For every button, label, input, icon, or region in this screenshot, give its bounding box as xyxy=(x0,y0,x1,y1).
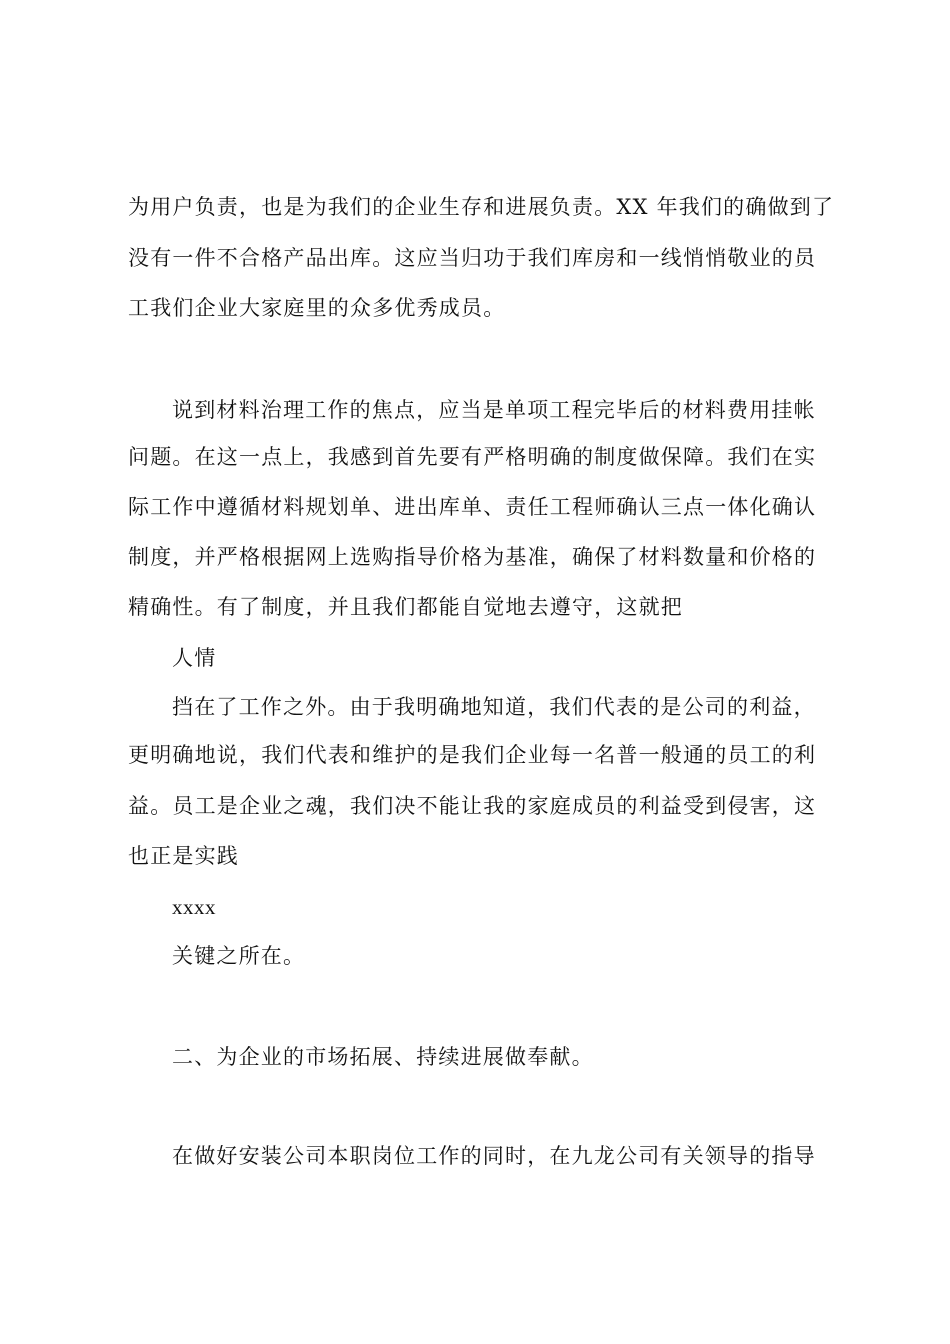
paragraph-4-line-1: 在做好安装公司本职岗位工作的同时，在九龙公司有关领导的指导 xyxy=(172,1144,816,1168)
paragraph-2-line-3: 际工作中遵循材料规划单、进出库单、责任工程师确认三点一体化确认 xyxy=(128,495,817,519)
paragraph-2-line-4: 制度，并严格根据网上选购指导价格为基准，确保了材料数量和价格的 xyxy=(128,545,817,569)
fragment-renqing: 人情 xyxy=(172,646,217,670)
paragraph-2-line-5: 精确性。有了制度，并且我们都能自觉地去遵守，这就把 xyxy=(128,595,683,619)
paragraph-1-line-3: 工我们企业大家庭里的众多优秀成员。 xyxy=(128,296,506,320)
fragment-key: 关键之所在。 xyxy=(172,944,306,968)
paragraph-1-line-1: 为用户负责，也是为我们的企业生存和进展负责。XX 年我们的确做到了 xyxy=(128,195,835,219)
paragraph-2-line-1: 说到材料治理工作的焦点，应当是单项工程完毕后的材料费用挂帐 xyxy=(172,398,816,422)
fragment-xxxx: xxxx xyxy=(172,895,216,919)
paragraph-3-line-3: 益。员工是企业之魂，我们决不能让我的家庭成员的利益受到侵害，这 xyxy=(128,794,817,818)
paragraph-1-line-2: 没有一件不合格产品出库。这应当归功于我们库房和一线悄悄敬业的员 xyxy=(128,246,817,270)
section-heading-2: 二、为企业的市场拓展、持续进展做奉献。 xyxy=(172,1045,594,1069)
paragraph-3-line-2: 更明确地说，我们代表和维护的是我们企业每一名普一般通的员工的利 xyxy=(128,743,817,767)
paragraph-3-line-4: 也正是实践 xyxy=(128,844,239,868)
paragraph-2-line-2: 问题。在这一点上，我感到首先要有严格明确的制度做保障。我们在实 xyxy=(128,445,817,469)
paragraph-3-line-1: 挡在了工作之外。由于我明确地知道，我们代表的是公司的利益， xyxy=(172,695,816,719)
